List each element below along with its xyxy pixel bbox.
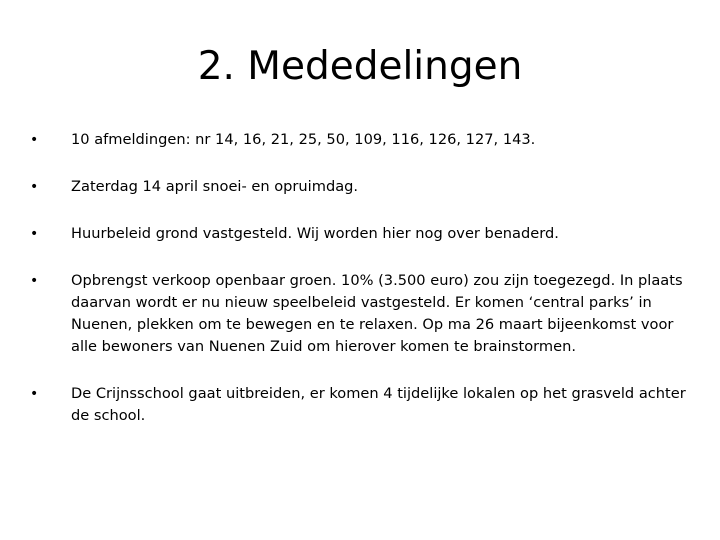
bullet-icon: • [30, 132, 39, 148]
bullet-text: Opbrengst verkoop openbaar groen. 10% (3.500 euro) zou zijn toegezegd. In plaats daarvan wordt er nu nieuw speelbeleid vastgesteld. Er komen ‘central parks’ in Nuenen, plekken om te bewegen en te relaxen. Op ma 26 maart bijeenkomst voor alle bewoners van Nuenen Zuid om hierover komen te brainstormen. [71, 272, 683, 355]
bullet-text: Zaterdag 14 april snoei- en opruimdag. [71, 178, 359, 195]
list-item [30, 176, 690, 198]
bullet-text: Huurbeleid grond vastgesteld. Wij worden hier nog over benaderd. [71, 225, 559, 242]
slide-title: 2. Mededelingen [197, 44, 523, 89]
bullet-icon: • [30, 179, 39, 195]
list-item [30, 129, 690, 151]
bullet-list [30, 129, 690, 427]
bullet-icon: • [30, 386, 39, 402]
bullet-icon: • [30, 273, 39, 289]
bullet-text: 10 afmeldingen: nr 14, 16, 21, 25, 50, 109, 116, 126, 127, 143. [71, 131, 536, 148]
list-item [30, 270, 690, 358]
list-item [30, 383, 690, 427]
list-item [30, 223, 690, 245]
bullet-icon: • [30, 226, 39, 242]
bullet-text: De Crijnsschool gaat uitbreiden, er komen 4 tijdelijke lokalen op het grasveld achter de school. [71, 385, 686, 424]
